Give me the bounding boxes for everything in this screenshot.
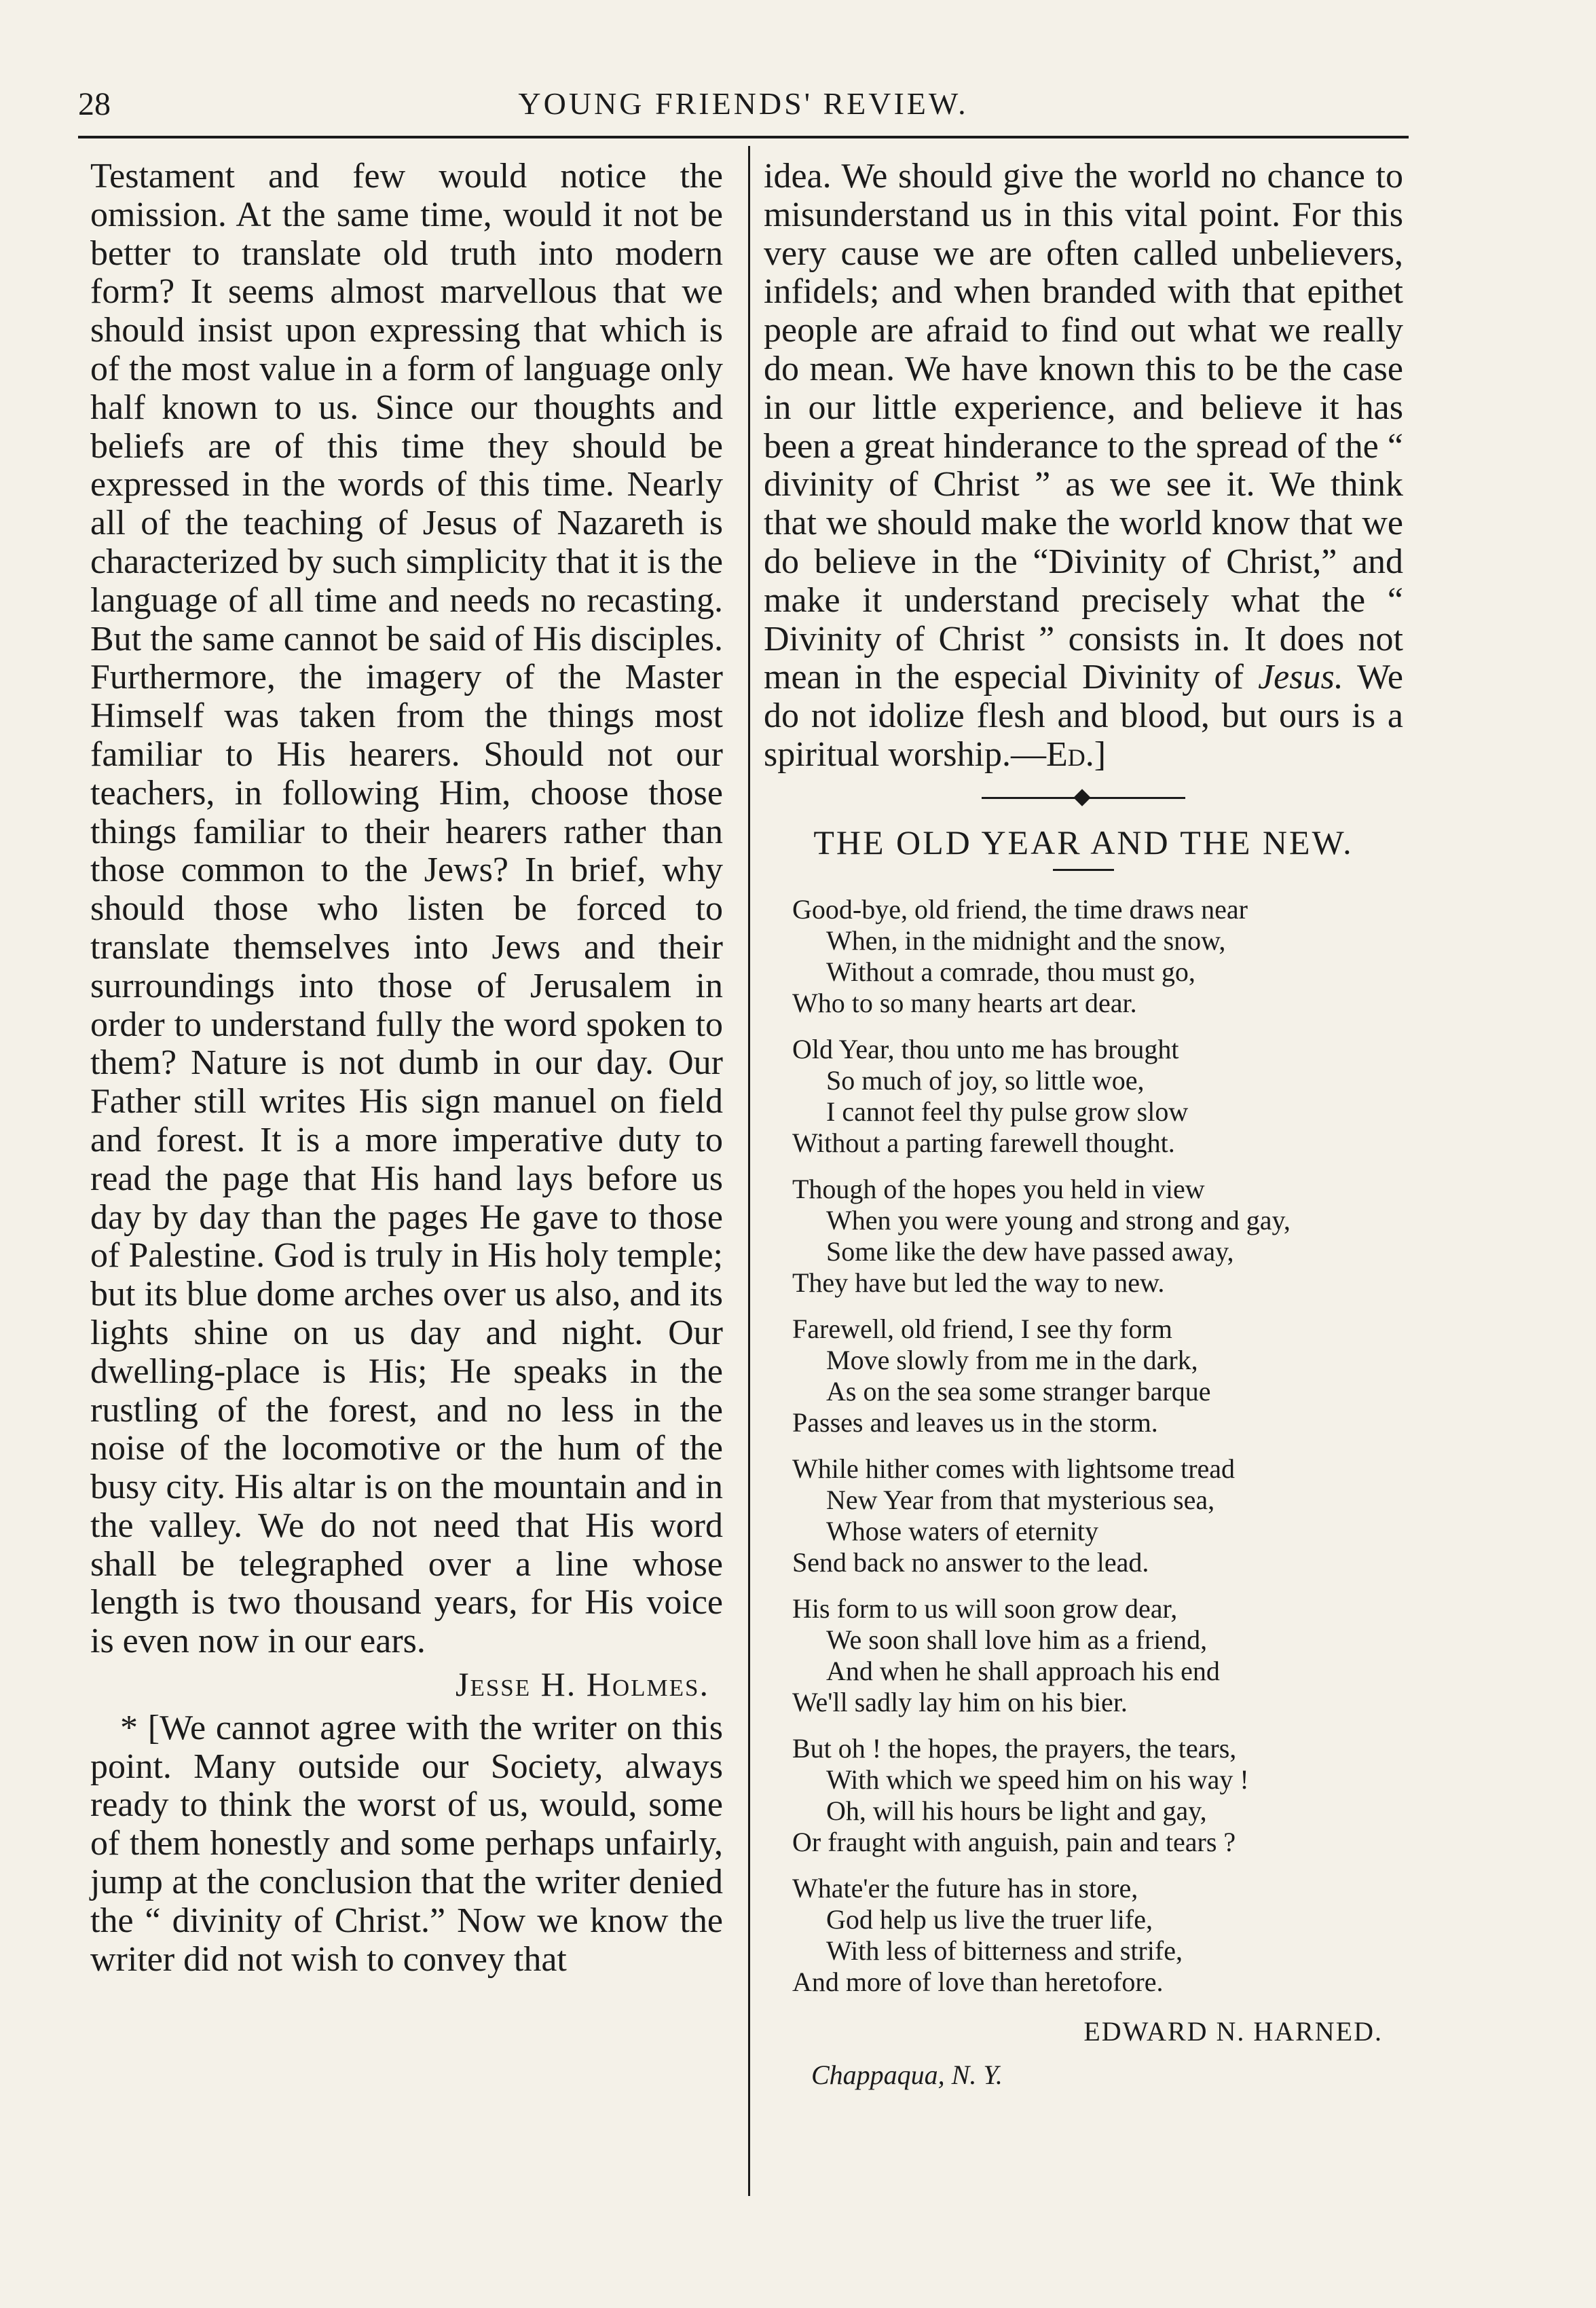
poem-stanza xyxy=(792,1873,1403,1998)
poem-stanza xyxy=(792,1314,1403,1438)
editor-note-signoff: Ed.] xyxy=(1045,734,1107,774)
column-divider xyxy=(748,146,750,2196)
poem-line: Who to so many hearts art dear. xyxy=(792,987,1137,1018)
poem-line: Send back no answer to the lead. xyxy=(792,1546,1149,1578)
poem-line: When you were young and strong and gay, xyxy=(826,1204,1291,1235)
page-number: 28 xyxy=(78,86,111,122)
poem-stanza xyxy=(792,1174,1403,1299)
poem-line: With which we speed him on his way ! xyxy=(826,1764,1249,1795)
poem-line: They have but led the way to new. xyxy=(792,1267,1165,1298)
poem-line: Whate'er the future has in store, xyxy=(792,1872,1138,1903)
left-column xyxy=(90,157,723,1979)
poem-line: Without a comrade, thou must go, xyxy=(826,956,1195,987)
poem-stanza xyxy=(792,894,1403,1019)
poem-line: New Year from that mysterious sea, xyxy=(826,1484,1215,1515)
essay-paragraph: Testament and few would notice the omission. At the same time, would it not be better to translate old truth into modern form? It seems almost marvellous that we should insist upon expressing that which is of the most value in a form of language only half known to us. Since our thoughts and beliefs are of this time they should be expressed in the words of this time. Nearly all of the teaching of Jesus of Nazareth is characterized by such simplicity that it is the language of all time and needs no recasting. But the same cannot be said of His disciples. Furthermore, the imagery of the Master Himself was taken from the things most familiar to His hearers. Should not our teachers, in following Him, choose those things familiar to their hearers rather than those common to the Jews? In brief, why should those who listen be forced to translate themselves into Jews and their surroundings into those of Jerusalem in order to understand fully the word spoken to them? Nature is not dumb in our day. Our Father still writes His sign manuel on field and forest. It is a more imperative duty to read the page that His hand lays before us day by day than the pages He gave to those of Palestine. God is truly in His holy temple; but its blue dome arches over us also, and its lights shine on us day and night. Our dwelling-place is His; He speaks in the rustling of the forest, and no less in the noise of the locomotive or the hum of the busy city. His altar is on the mountain and in the valley. We do not need that His word shall be telegraphed over a line whose length is two thousand years, for His voice is even now in our ears. xyxy=(90,157,723,1661)
page-header xyxy=(78,80,1409,134)
poem-line: Passes and leaves us in the storm. xyxy=(792,1407,1158,1438)
poem-line: And when he shall approach his end xyxy=(826,1655,1220,1686)
poem-line: While hither comes with lightsome tread xyxy=(792,1453,1236,1484)
poem-line: Good-bye, old friend, the time draws near xyxy=(792,893,1248,925)
poem-line: Or fraught with anguish, pain and tears ? xyxy=(792,1826,1236,1857)
editor-note-italic: Jesus. xyxy=(1258,658,1343,697)
poem-line: We'll sadly lay him on his bier. xyxy=(792,1686,1128,1717)
editor-note-text-end: We do not idolize flesh and blood, but ours is a spiritual worship.— xyxy=(764,658,1403,774)
poem-stanza xyxy=(792,1733,1403,1858)
header-rule xyxy=(78,136,1409,138)
poem-line: Whose waters of eternity xyxy=(826,1515,1098,1546)
poem-stanza xyxy=(792,1593,1403,1718)
poem-title-rule xyxy=(1053,869,1114,871)
running-title: YOUNG FRIENDS' REVIEW. xyxy=(518,86,969,121)
editor-note-continued xyxy=(764,157,1403,775)
poem-line: But oh ! the hopes, the prayers, the tears, xyxy=(792,1732,1237,1764)
poem-line: I cannot feel thy pulse grow slow xyxy=(826,1096,1189,1127)
poem-line: Move slowly from me in the dark, xyxy=(826,1344,1198,1375)
poem-line: God help us live the truer life, xyxy=(826,1903,1153,1935)
editor-note-start: * [We cannot agree with the writer on this point. Many outside our Society, always ready to think the worst of us, would, some of them honestly and some perhaps unfairly, jump at the conclusion that the writer denied the “ divinity of Christ.” Now we know the writer did not wish to convey that xyxy=(90,1708,723,1979)
poem-line: When, in the midnight and the snow, xyxy=(826,925,1226,956)
poem-author: EDWARD N. HARNED. xyxy=(1083,2015,1383,2047)
poem-line: As on the sea some stranger barque xyxy=(826,1375,1211,1407)
right-column xyxy=(764,157,1403,2095)
poem-line: Without a parting farewell thought. xyxy=(792,1127,1175,1158)
essay-signature: Jesse H. Holmes. xyxy=(456,1665,709,1704)
poem-line: We soon shall love him as a friend, xyxy=(826,1624,1208,1655)
poem-stanza xyxy=(792,1034,1403,1159)
poem-line: Farewell, old friend, I see thy form xyxy=(792,1313,1172,1344)
poem-place: Chappaqua, N. Y. xyxy=(811,2060,1003,2091)
poem-line: His form to us will soon grow dear, xyxy=(792,1593,1178,1624)
poem-line: With less of bitterness and strife, xyxy=(826,1935,1183,1966)
poem-line: Old Year, thou unto me has brought xyxy=(792,1033,1179,1064)
section-divider-ornament xyxy=(982,789,1185,806)
poem-line: Some like the dew have passed away, xyxy=(826,1235,1234,1267)
editor-note-text: idea. We should give the world no chance to misunderstand us in this vital point. For this very cause we are often called unbelievers, infidels; and when branded with that epithet people are afraid to find out what we really do mean. We have known this to be the case in our little experience, and believe it has been a great hinderance to the spread of the “ divinity of Christ ” as we see it. We think that we should make the world know that we do believe in the “Divinity of Christ,” and make it understand precisely what the “ Divinity of Christ ” consists in. It does not mean in the especial Divinity of xyxy=(764,157,1403,697)
poem-line: And more of love than heretofore. xyxy=(792,1966,1164,1997)
poem-stanza xyxy=(792,1453,1403,1578)
poem-line: Though of the hopes you held in view xyxy=(792,1173,1205,1204)
poem-line: So much of joy, so little woe, xyxy=(826,1064,1145,1096)
poem-title: THE OLD YEAR AND THE NEW. xyxy=(813,823,1354,861)
poem-line: Oh, will his hours be light and gay, xyxy=(826,1795,1207,1826)
diamond-ornament-icon xyxy=(1073,789,1090,806)
poem-body xyxy=(764,894,1403,1998)
